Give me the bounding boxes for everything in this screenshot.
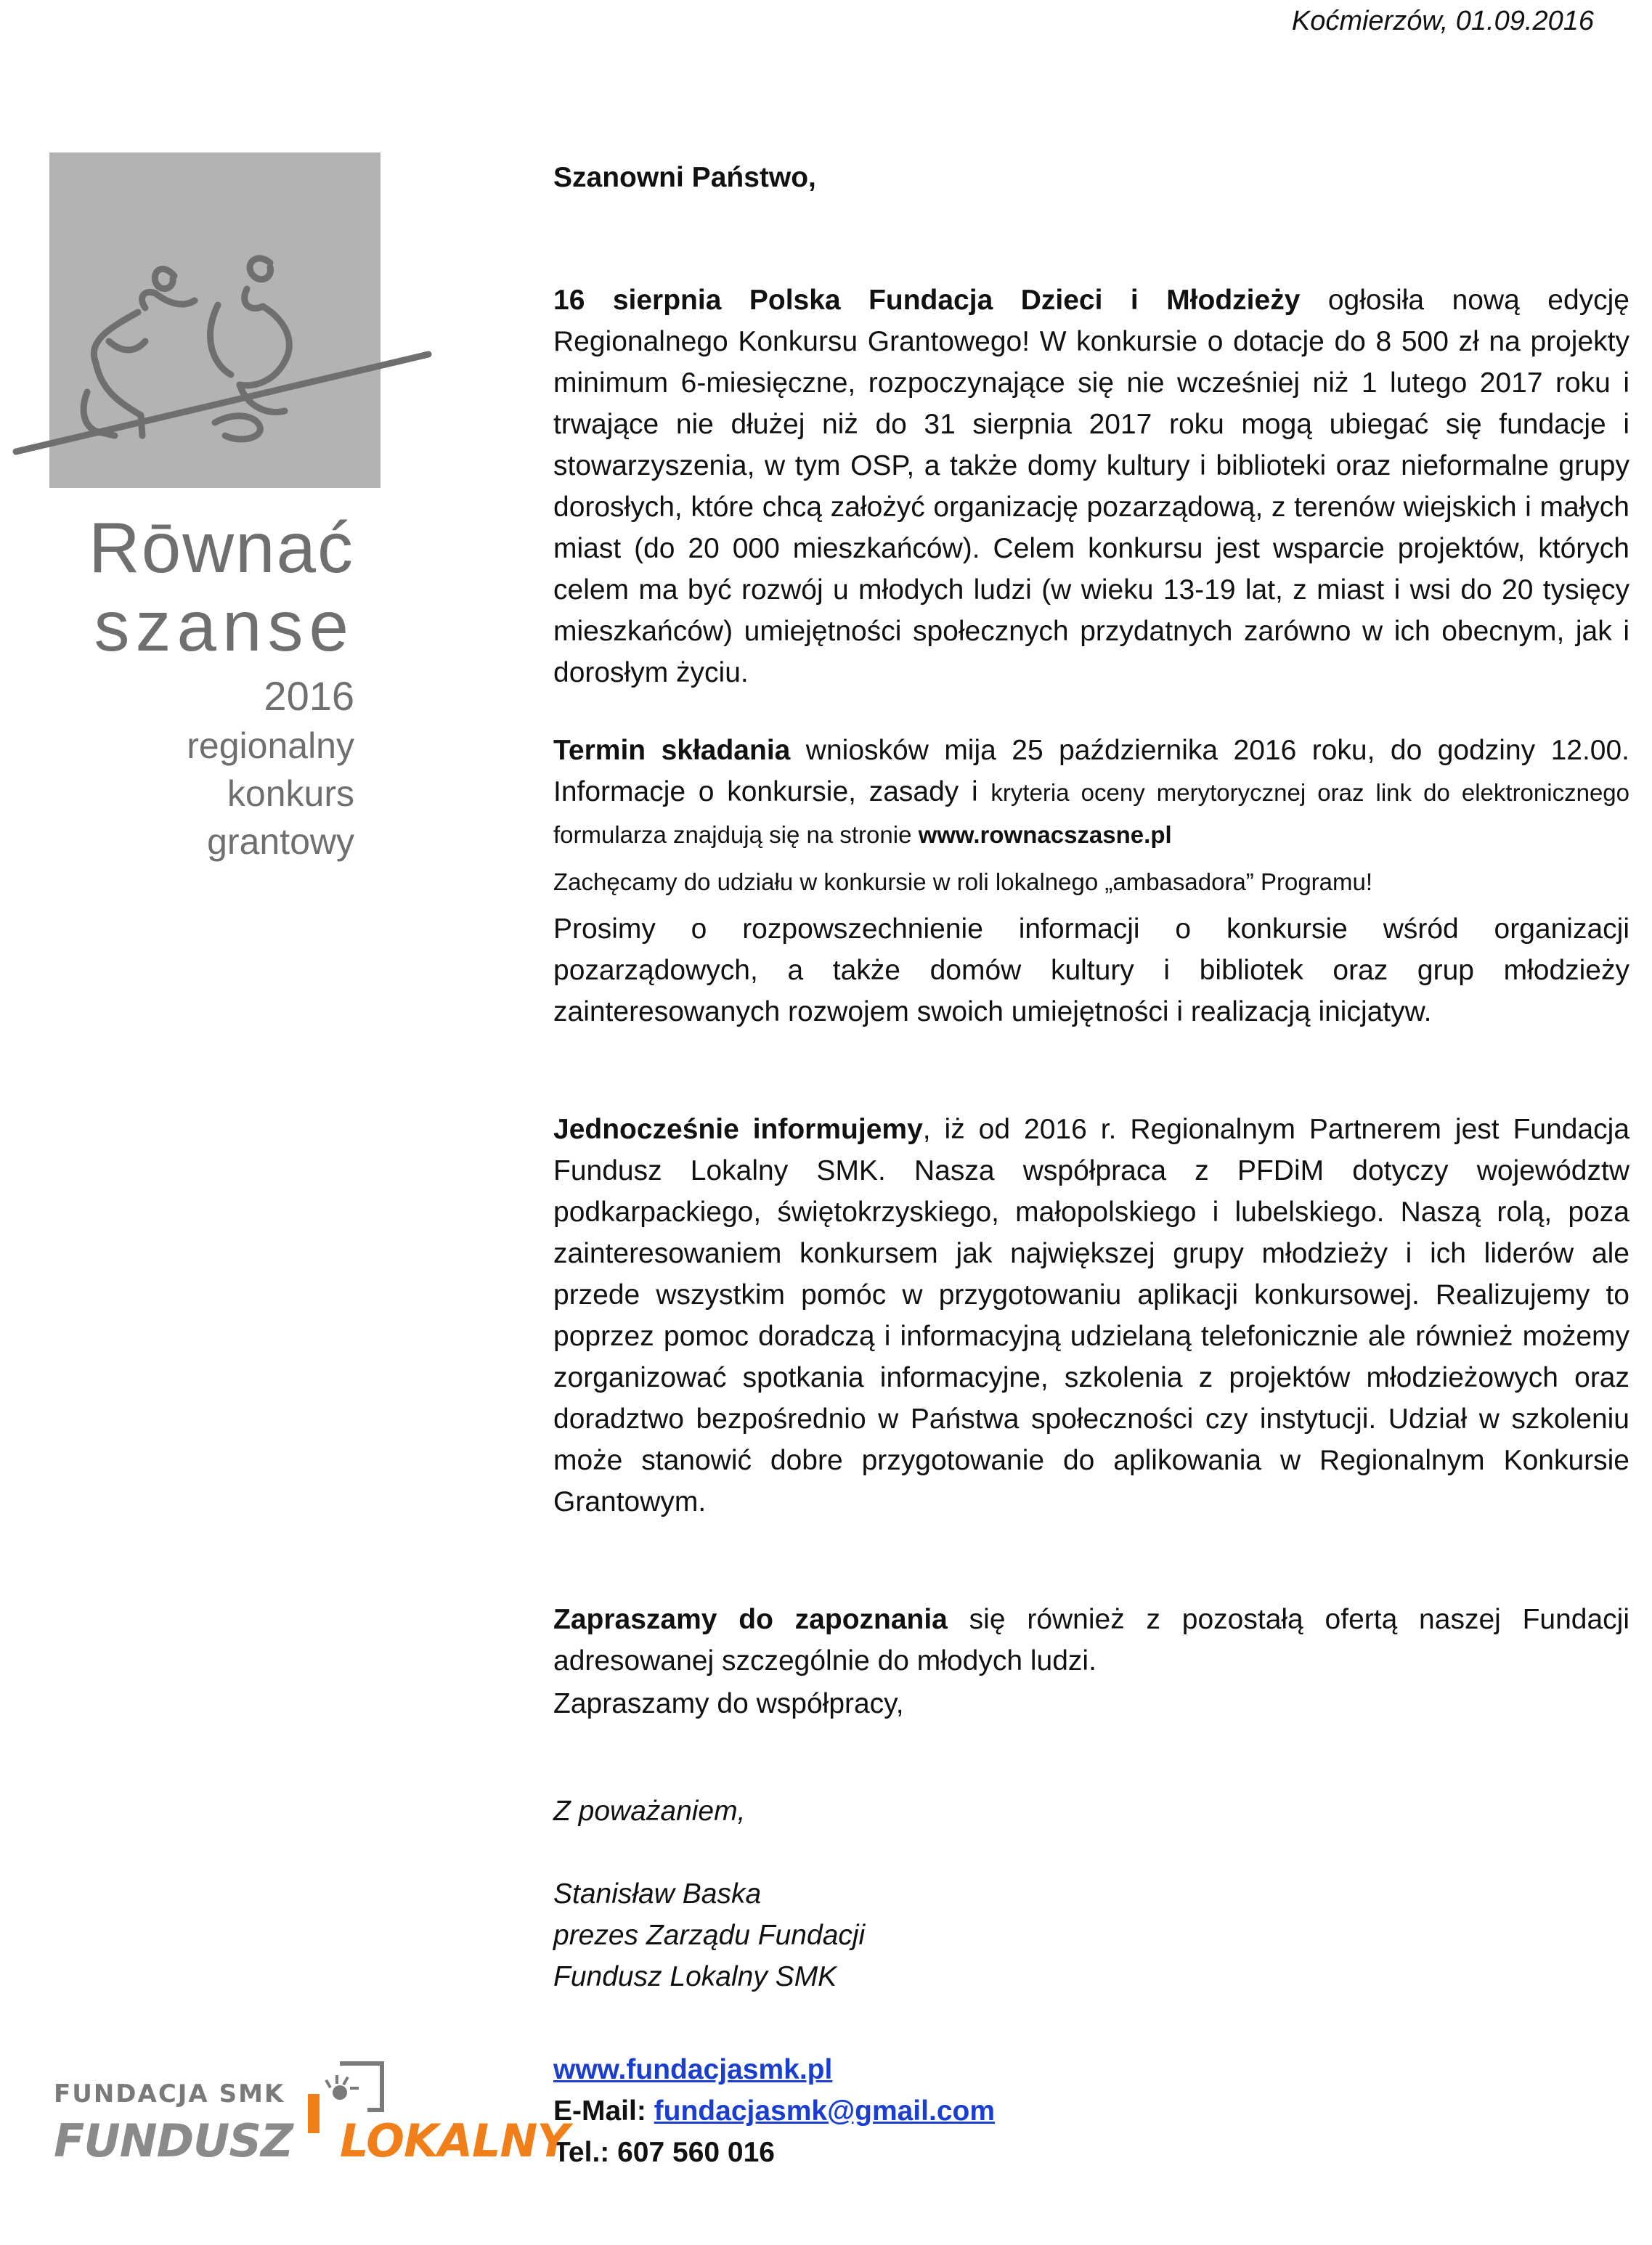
email-link[interactable]: fundacjasmk@gmail.com (654, 2095, 996, 2127)
phone: Tel.: 607 560 016 (553, 2137, 775, 2168)
email-label: E-Mail: (553, 2095, 654, 2127)
partner-bold: Jednocześnie informujemy (553, 1114, 923, 1145)
program-logo-figures-icon (0, 0, 450, 494)
partner-text: , iż od 2016 r. Regionalnym Partnerem jest Fundacja Fundusz Lokalny SMK. Nasza współpraca z PFDiM dotyczy województw podkarpackiego, świętokrzyskiego, małopolskiego i lubelskiego. Naszą rolą, poza zainteresowaniem konkursem jak największej grupy młodzieży i ich liderów ale przede wszystkim pomóc w przygotowaniu aplikacji konkursowej. Realizujemy to poprzez pomoc doradczą i informacyjną udzielaną telefonicznie ale również możemy zorganizować spotkania informacyjne, szkolenia z projektów młodzieżowych oraz doradztwo bezpośrednio w Państwa społeczności czy instytucji. Udział w szkoleniu może stanowić dobre przygotowanie do aplikowania w Regionalnym Konkursie Grantowym. (553, 1114, 1630, 1517)
announcement-bold: 16 sierpnia Polska Fundacja Dzieci i Młodzieży (553, 285, 1301, 316)
footer-logo-word1: FUNDUSZ (54, 2114, 293, 2167)
footer-logo-line1: FUNDACJA SMK (54, 2079, 285, 2108)
wordmark-line2: szanse (94, 586, 354, 666)
place-date: Koćmierzów, 01.09.2016 (1291, 6, 1594, 36)
website-link[interactable]: www.fundacjasmk.pl (553, 2054, 833, 2085)
footer-logo (51, 2053, 569, 2177)
deadline-text: wniosków mija 25 października 2016 roku, do godziny 12.00. (790, 735, 1630, 766)
program-website-link[interactable]: www.rownacszasne.pl (918, 821, 1172, 848)
greeting: Szanowni Państwo, (553, 162, 816, 193)
deadline-info-text: Informacje o konkursie, zasady i (553, 776, 991, 807)
invite-bold: Zapraszamy do zapoznania (553, 1604, 948, 1635)
paragraph-announcement (553, 280, 1629, 693)
deadline-bold: Termin składania (553, 735, 791, 766)
contact-block (553, 2049, 995, 2173)
deadline-info-small: kryteria oceny merytorycznej oraz link do elektronicznego formularza znajdują się na stronie (553, 779, 1630, 848)
paragraph-invite (553, 1599, 1629, 1682)
wordmark-year: 2016 (264, 673, 354, 719)
wordmark-line6: grantowy (207, 821, 354, 862)
invite-text: się również z pozostałą ofertą naszej Fundacji adresowanej szczególnie do młodych ludzi. (553, 1604, 1629, 1676)
signature-block (553, 1790, 865, 1997)
letter-body (553, 157, 1629, 1724)
paragraph-cooperation: Zapraszamy do współpracy, (553, 1688, 904, 1719)
signer-name: Stanisław Baska (553, 1878, 762, 1910)
signer-role: prezes Zarządu Fundacji (553, 1920, 866, 1951)
paragraph-partner (553, 1109, 1629, 1523)
announcement-text: ogłosiła nową edycję Regionalnego Konkursu Grantowego! W konkursie o dotacje do 8 500 zł na projekty minimum 6-miesięczne, rozpoczynające się nie wcześniej niż 1 lutego 2017 roku i trwające nie dłużej niż do 31 sierpnia 2017 roku mogą ubiegać się fundacje i stowarzyszenia, w tym OSP, a także domy kultury i biblioteki oraz nieformalne grupy dorosłych, które chcą założyć organizację pozarządową, z terenów wiejskich i małych miast (do 20 000 mieszkańców). Celem konkursu jest wsparcie projektów, których celem ma być rozwój u młodych ludzi (w wieku 13-19 lat, z miast i wsi do 20 tysięcy mieszkańców) umiejętności społecznych przydatnych zarówno w ich obecnym, jak i dorosłym życiu. (553, 285, 1629, 688)
closing: Z poważaniem, (553, 1796, 746, 1827)
program-wordmark (49, 508, 354, 865)
wordmark-line5: konkurs (227, 773, 354, 814)
wordmark-line1: Rōwnać (88, 508, 354, 587)
footer-logo-word2: LOKALNY (340, 2114, 569, 2167)
wordmark-line4: regionalny (187, 725, 354, 766)
paragraph-request: Prosimy o rozpowszechnienie informacji o konkursie wśród organizacji pozarządowych, a także domów kultury i bibliotek oraz grup młodzieży zainteresowanych rozwojem swoich umiejętności i realizacją inicjatyw. (553, 913, 1629, 1027)
paragraph-encourage: Zachęcamy do udziału w konkursie w roli lokalnego „ambasadora” Programu! (553, 868, 1373, 895)
signer-org: Fundusz Lokalny SMK (553, 1961, 837, 1992)
paragraph-deadline (553, 730, 1629, 855)
